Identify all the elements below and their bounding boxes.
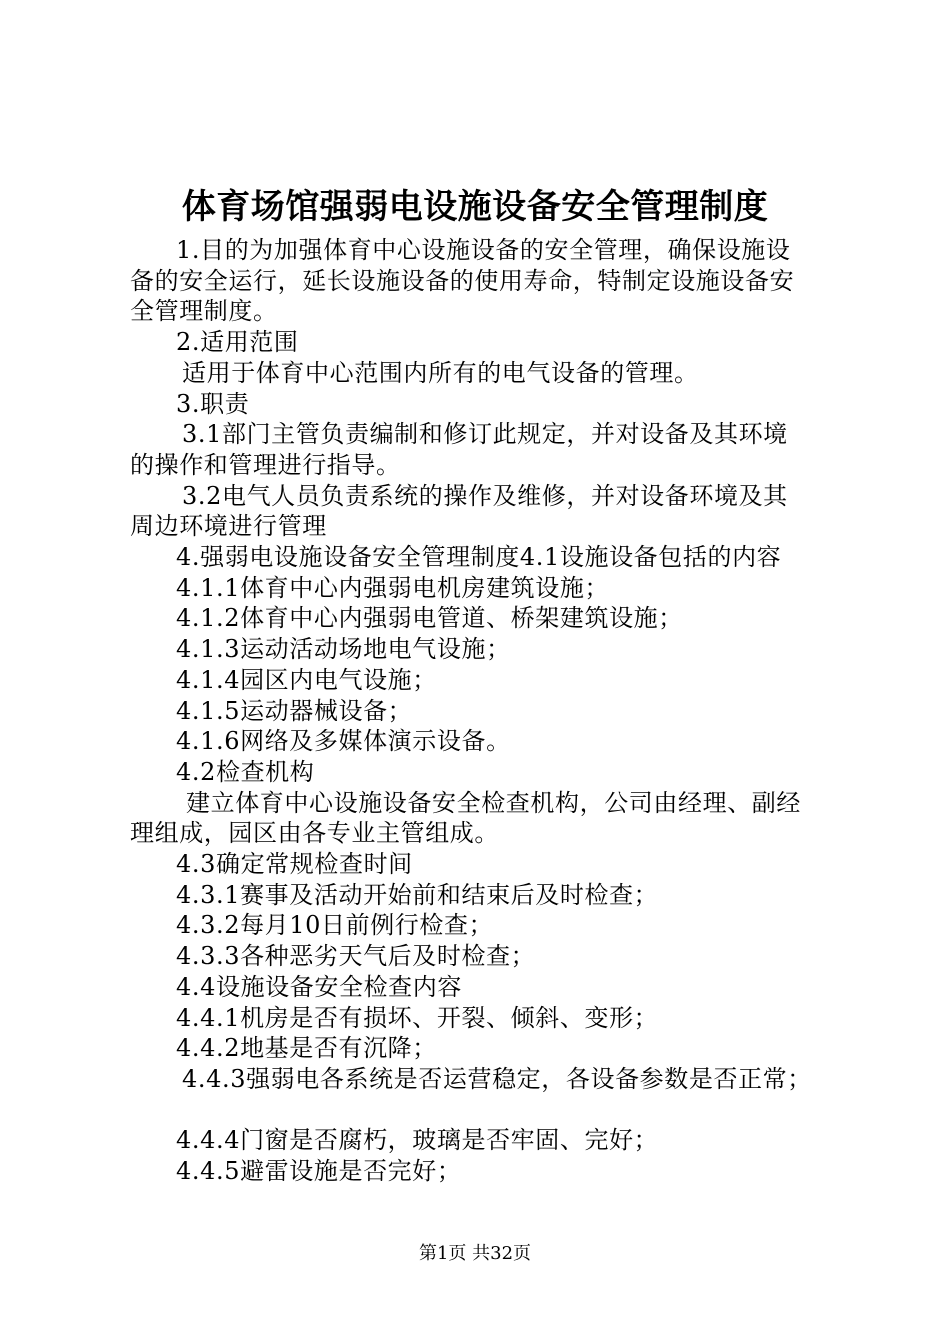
section-heading: 3.职责 (176, 389, 250, 418)
paragraph-line: 备的安全运行，延长设施设备的使用寿命，特制定设施设备安 (130, 266, 795, 295)
section-heading: 4.4设施设备安全检查内容 (176, 972, 462, 1001)
list-item: 4.1.4园区内电气设施； (176, 665, 437, 694)
document-title: 体育场馆强弱电设施设备安全管理制度 (181, 187, 769, 227)
list-item: 4.1.1体育中心内强弱电机房建筑设施； (176, 573, 610, 602)
list-item: 4.1.3运动活动场地电气设施； (176, 635, 511, 664)
paragraph-line: 全管理制度。 (130, 297, 278, 326)
paragraph-line: 3.1部门主管负责编制和修订此规定，并对设备及其环境 (182, 420, 788, 449)
paragraph-line: 3.2电气人员负责系统的操作及维修，并对设备环境及其 (182, 481, 788, 510)
section-heading: 4.3确定常规检查时间 (176, 850, 413, 879)
list-item: 4.4.3强弱电各系统是否运营稳定，各设备参数是否正常； (182, 1064, 812, 1093)
list-item: 4.3.2每月10日前例行检查； (176, 911, 494, 940)
list-item: 4.3.1赛事及活动开始前和结束后及时检查； (176, 880, 659, 909)
list-item: 4.1.2体育中心内强弱电管道、桥架建筑设施； (176, 604, 683, 633)
list-item: 4.4.4门窗是否腐朽，玻璃是否牢固、完好； (176, 1126, 659, 1155)
section-heading: 4.强弱电设施设备安全管理制度4.1设施设备包括的内容 (176, 543, 782, 572)
page-footer: 第1页 共32页 (418, 1243, 532, 1264)
list-item: 4.4.5避雷设施是否完好； (176, 1157, 462, 1186)
list-item: 4.4.2地基是否有沉降； (176, 1034, 437, 1063)
paragraph-line: 1.目的为加强体育中心设施设备的安全管理，确保设施设 (176, 236, 791, 264)
blank-line (130, 1095, 850, 1126)
paragraph-line: 周边环境进行管理 (130, 512, 327, 541)
list-item: 4.3.3各种恶劣天气后及时检查； (176, 942, 536, 971)
paragraph-line: 建立体育中心设施设备安全检查机构，公司由经理、副经 (186, 788, 801, 817)
section-heading: 2.适用范围 (176, 328, 299, 357)
paragraph-line: 适用于体育中心范围内所有的电气设备的管理。 (182, 358, 699, 387)
document-body (130, 235, 850, 1187)
list-item: 4.1.5运动器械设备； (176, 696, 413, 725)
list-item: 4.1.6网络及多媒体演示设备。 (176, 727, 511, 756)
paragraph-line: 理组成，园区由各专业主管组成。 (130, 819, 499, 848)
section-heading: 4.2检查机构 (176, 757, 315, 786)
paragraph-line: 的操作和管理进行指导。 (130, 450, 401, 479)
list-item: 4.4.1机房是否有损坏、开裂、倾斜、变形； (176, 1003, 659, 1032)
